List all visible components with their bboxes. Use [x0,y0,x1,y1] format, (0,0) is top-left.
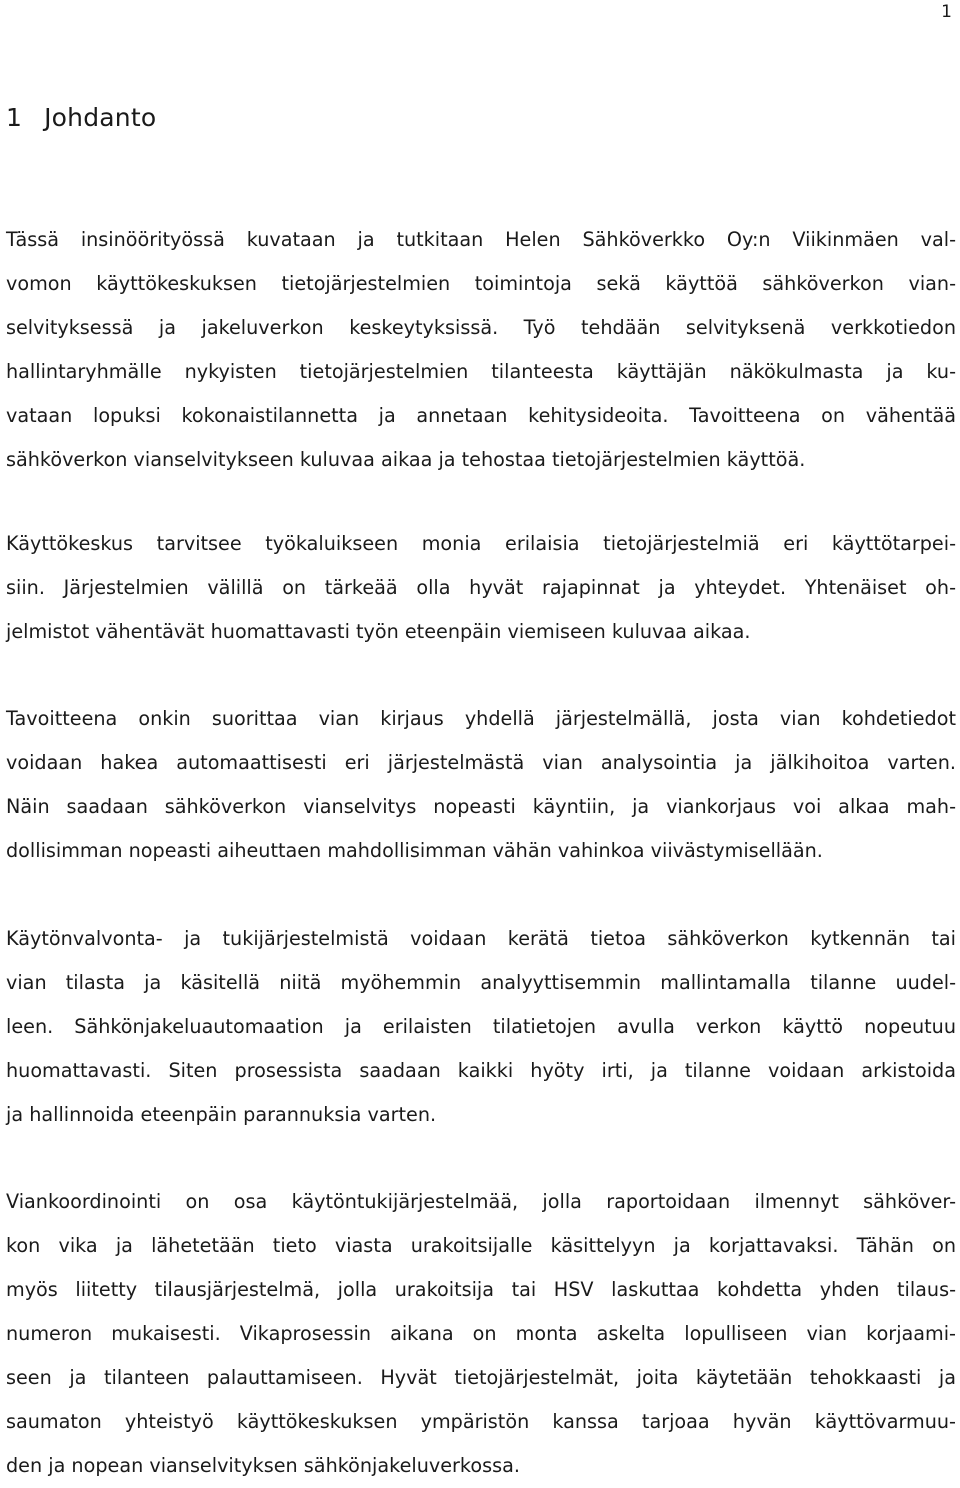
paragraph-line: Tavoitteena onkin suorittaa vian kirjaus yhdellä järjestelmällä, josta vian kohdetiedot [6,707,956,730]
paragraph-line: Tässä insinöörityössä kuvataan ja tutkitaan Helen Sähköverkko Oy:n Viikinmäen val- [6,228,956,251]
paragraph-line: hallintaryhmälle nykyisten tietojärjestelmien tilanteesta käyttäjän näkökulmasta ja ku- [6,360,956,383]
paragraph-line: ja hallinnoida eteenpäin parannuksia varten. [6,1103,437,1126]
paragraph-introduction [6,218,956,482]
section-heading [6,103,156,132]
paragraph-line: dollisimman nopeasti aiheuttaen mahdollisimman vähän vahinkoa viivästymisellään. [6,839,823,862]
paragraph-line: jelmistot vähentävät huomattavasti työn eteenpäin viemiseen kuluvaa aikaa. [6,620,751,643]
section-title: Johdanto [44,103,157,132]
paragraph-line: Viankoordinointi on osa käytöntukijärjestelmää, jolla raportoidaan ilmennyt sähköver- [6,1190,956,1213]
paragraph-line: vomon käyttökeskuksen tietojärjestelmien toimintoja sekä käyttöä sähköverkon vian- [6,272,956,295]
paragraph-line: Käyttökeskus tarvitsee työkaluikseen monia erilaisia tietojärjestelmiä eri käyttötarpei- [6,532,956,555]
paragraph-line: saumaton yhteistyö käyttökeskuksen ympäristön kanssa tarjoaa hyvän käyttövarmuu- [6,1410,956,1433]
paragraph-fault-registration [6,697,956,873]
paragraph-line: selvityksessä ja jakeluverkon keskeytyksissä. Työ tehdään selvityksenä verkkotiedon [6,316,956,339]
paragraph-line: leen. Sähkönjakeluautomaation ja erilaisten tilatietojen avulla verkon käyttö nopeutuu [6,1015,956,1038]
paragraph-line: den ja nopean vianselvityksen sähkönjakeluverkossa. [6,1454,520,1477]
paragraph-line: kon vika ja lähetetään tieto viasta urakoitsijalle käsittelyyn ja korjattavaksi. Tähän on [6,1234,956,1257]
paragraph-line: siin. Järjestelmien välillä on tärkeää olla hyvät rajapinnat ja yhteydet. Yhtenäiset oh- [6,576,956,599]
paragraph-line: vian tilasta ja käsitellä niitä myöhemmin analyyttisemmin mallintamalla tilanne uudel- [6,971,956,994]
page-number: 1 [941,2,952,22]
paragraph-line: myös liitetty tilausjärjestelmä, jolla urakoitsija tai HSV laskuttaa kohdetta yhden tilaus- [6,1278,956,1301]
paragraph-line: Näin saadaan sähköverkon vianselvitys nopeasti käyntiin, ja viankorjaus voi alkaa mah- [6,795,956,818]
paragraph-line: voidaan hakea automaattisesti eri järjestelmästä vian analysointia ja jälkihoitoa varten. [6,751,956,774]
paragraph-line: Käytönvalvonta- ja tukijärjestelmistä voidaan kerätä tietoa sähköverkon kytkennän tai [6,927,956,950]
paragraph-line: numeron mukaisesti. Vikaprosessin aikana on monta askelta lopulliseen vian korjaami- [6,1322,956,1345]
paragraph-line: vataan lopuksi kokonaistilannetta ja annetaan kehitysideoita. Tavoitteena on vähentää [6,404,956,427]
paragraph-fault-coordination [6,1180,956,1488]
paragraph-line: seen ja tilanteen palauttamiseen. Hyvät tietojärjestelmät, joita käytetään tehokkaasti ja [6,1366,956,1389]
paragraph-line: sähköverkon vianselvitykseen kuluvaa aikaa ja tehostaa tietojärjestelmien käyttöä. [6,448,806,471]
paragraph-monitoring-systems [6,917,956,1137]
section-number: 1 [6,103,23,132]
paragraph-line: huomattavasti. Siten prosessista saadaan kaikki hyöty irti, ja tilanne voidaan arkistoida [6,1059,956,1082]
paragraph-control-centre-tools [6,522,956,654]
